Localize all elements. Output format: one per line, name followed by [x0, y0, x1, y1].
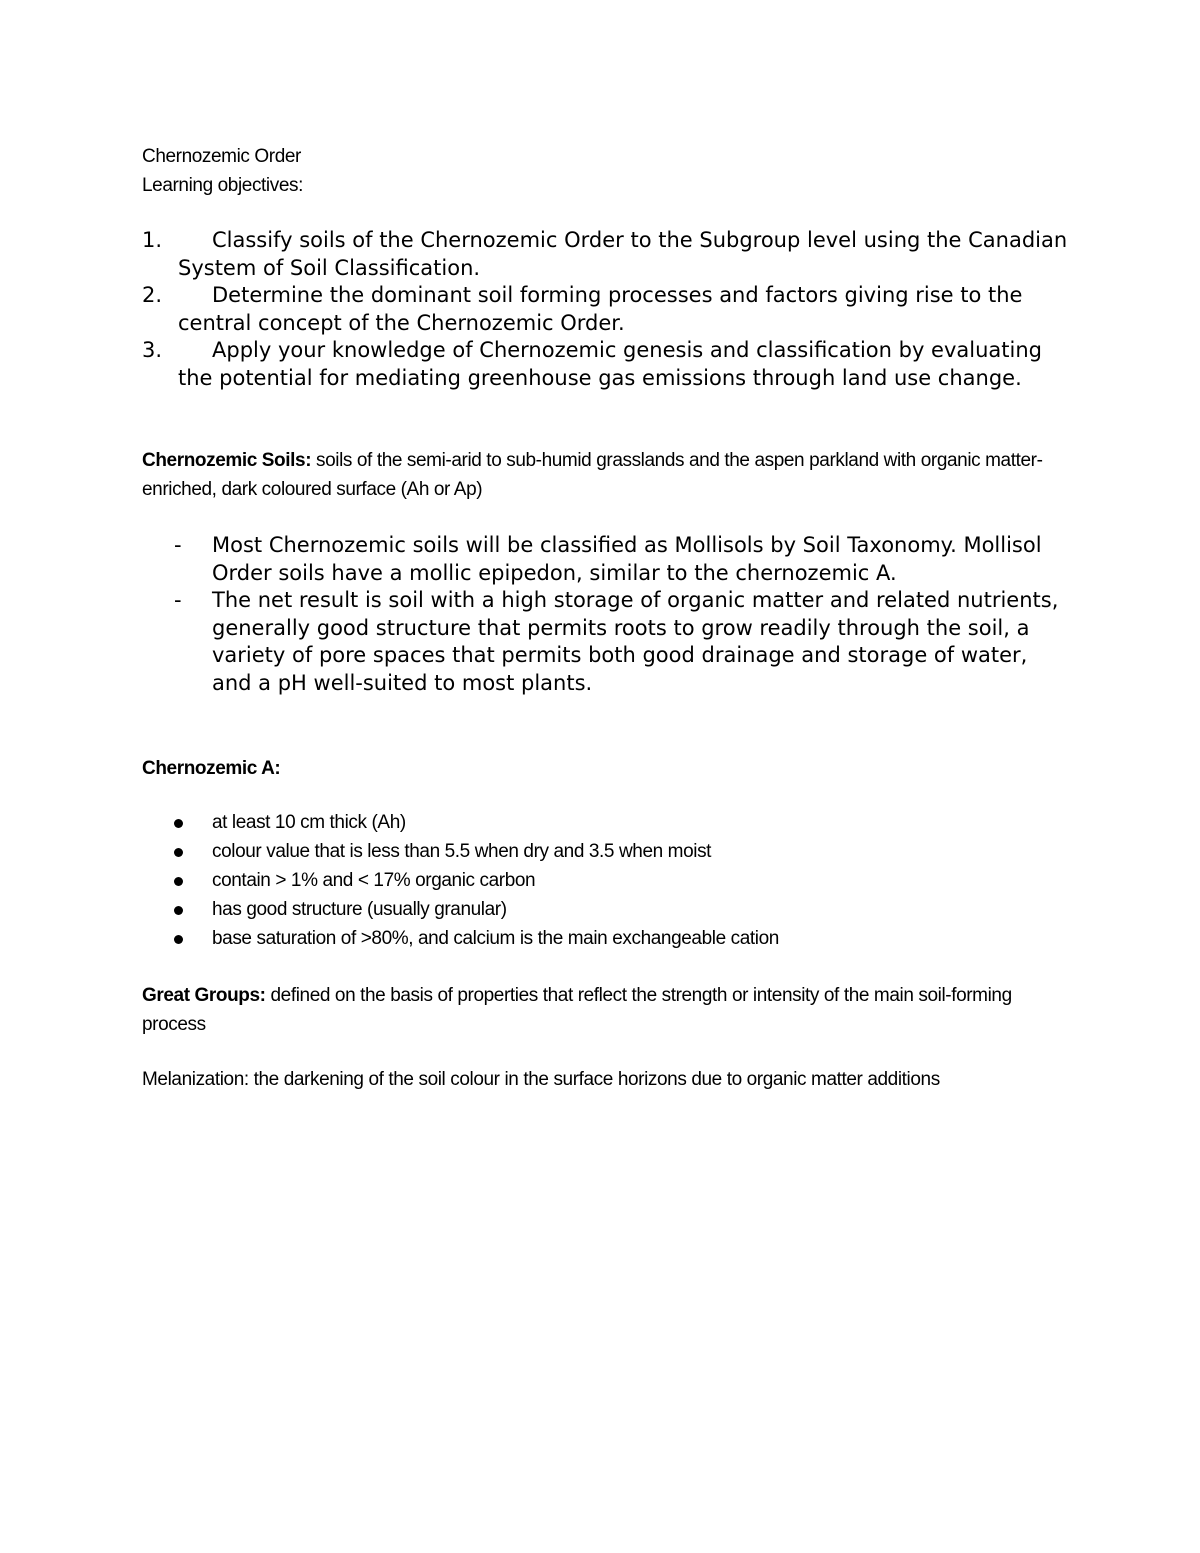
- list-item-text: Determine the dominant soil forming processes and factors giving rise to the central concept of the Chernozemic Order.: [178, 283, 1023, 335]
- great-groups-definition: [142, 981, 1062, 1039]
- list-number: 3.: [142, 338, 163, 362]
- chernozemic-a-list: [142, 808, 1062, 953]
- list-item-text: has good structure (usually granular): [212, 899, 507, 920]
- list-item: [142, 282, 1072, 337]
- bullet-icon: [174, 935, 183, 944]
- chernozemic-soils-definition: [142, 446, 1062, 504]
- list-item-text: Apply your knowledge of Chernozemic genesis and classification by evaluating the potential for mediating greenhouse gas emissions through land use change.: [178, 338, 1042, 390]
- definition-term: Great Groups:: [142, 985, 266, 1006]
- list-item-text: colour value that is less than 5.5 when dry and 3.5 when moist: [212, 841, 712, 862]
- list-item: [142, 337, 1072, 392]
- list-item: [142, 837, 1062, 866]
- melanization-definition: Melanization: the darkening of the soil colour in the surface horizons due to organic matter additions: [142, 1069, 940, 1090]
- dash-marker: -: [174, 533, 182, 557]
- list-item: [142, 866, 1062, 895]
- list-number: 1.: [142, 228, 163, 252]
- learning-objectives-list: [142, 227, 1072, 392]
- chernozemic-a-heading: Chernozemic A:: [142, 758, 281, 779]
- list-item: [142, 808, 1062, 837]
- dash-marker: -: [174, 588, 182, 612]
- list-item-text: contain > 1% and < 17% organic carbon: [212, 870, 536, 891]
- page-title: Chernozemic Order: [142, 146, 301, 167]
- list-item-text: at least 10 cm thick (Ah): [212, 812, 406, 833]
- list-item-text: Classify soils of the Chernozemic Order to the Subgroup level using the Canadian System of Soil Classification.: [178, 228, 1068, 280]
- list-item: [142, 227, 1072, 282]
- definition-text: soils of the semi-arid to sub-humid grasslands and the aspen parkland with organic matter-enriched, dark coloured surface (Ah or Ap): [142, 450, 1043, 500]
- list-number: 2.: [142, 283, 163, 307]
- definition-term: Chernozemic Soils:: [142, 450, 312, 471]
- bullet-icon: [174, 906, 183, 915]
- list-item: [142, 895, 1062, 924]
- list-item: [142, 924, 1062, 953]
- bullet-icon: [174, 877, 183, 886]
- list-item: [142, 532, 1062, 587]
- learning-objectives-heading: Learning objectives:: [142, 175, 303, 196]
- bullet-icon: [174, 848, 183, 857]
- notes-list: [142, 532, 1062, 697]
- list-item-text: The net result is soil with a high storage of organic matter and related nutrients, generally good structure that permits roots to grow readily through the soil, a variety of pore spaces that permits both good drainage and storage of water, and a pH well-suited to most plants.: [212, 588, 1059, 695]
- list-item: [142, 587, 1062, 697]
- list-item-text: base saturation of >80%, and calcium is the main exchangeable cation: [212, 928, 779, 949]
- list-item-text: Most Chernozemic soils will be classified as Mollisols by Soil Taxonomy. Mollisol Order soils have a mollic epipedon, similar to the chernozemic A.: [212, 533, 1042, 585]
- bullet-icon: [174, 819, 183, 828]
- definition-text: defined on the basis of properties that reflect the strength or intensity of the main soil-forming process: [142, 985, 1012, 1035]
